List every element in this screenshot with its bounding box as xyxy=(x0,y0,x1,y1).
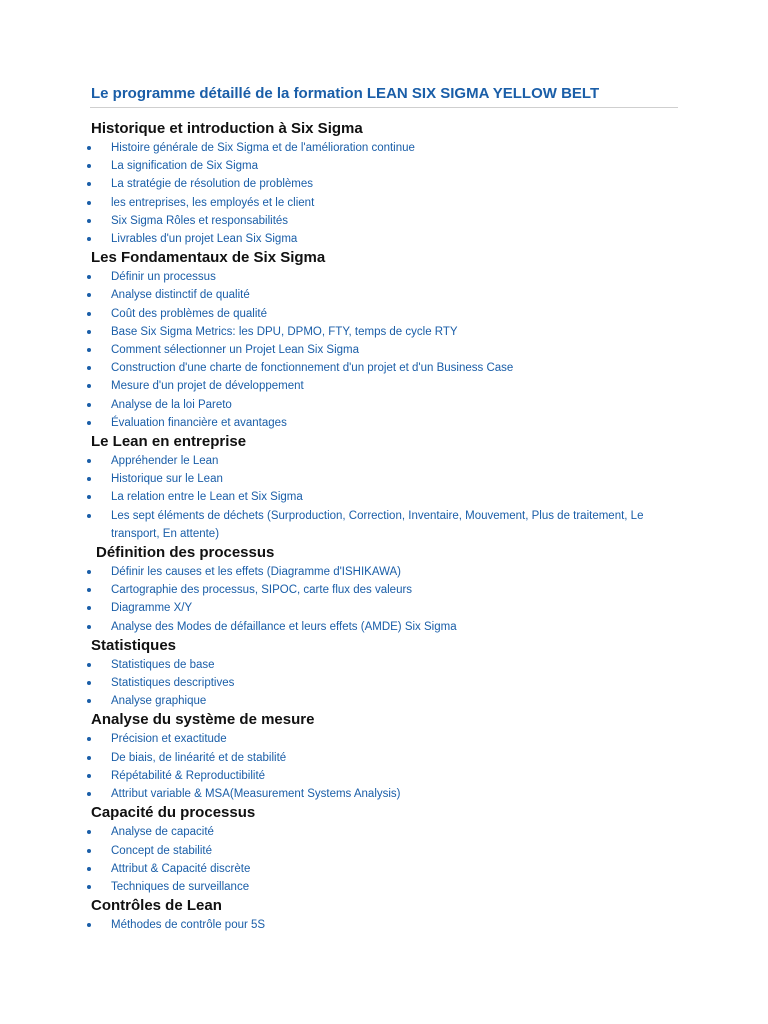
list-item xyxy=(0,860,768,878)
list-item-text: les entreprises, les employés et le client xyxy=(111,196,315,209)
bullet-dot-icon xyxy=(87,849,91,853)
bullet-dot-icon xyxy=(87,330,91,334)
list-item-text: Coût des problèmes de qualité xyxy=(111,307,267,320)
bullet-list xyxy=(0,916,768,934)
section-historique-et-introduction-a-six-sigma xyxy=(0,119,768,248)
bullet-list xyxy=(0,139,768,248)
list-item-text: Analyse graphique xyxy=(111,695,207,708)
list-item xyxy=(0,139,768,157)
program-content xyxy=(0,119,768,934)
bullet-dot-icon xyxy=(87,885,91,889)
list-item xyxy=(0,175,768,193)
section-heading: Analyse du système de mesure xyxy=(91,711,315,729)
list-item xyxy=(0,767,768,785)
list-item-text: Les sept éléments de déchets (Surproduction, Correction, Inventaire, Mouvement, Plus de traitement, Le transport, En attente) xyxy=(111,509,644,540)
section-statistiques xyxy=(0,636,768,711)
section-heading: Capacité du processus xyxy=(91,804,256,822)
bullet-dot-icon xyxy=(87,830,91,834)
list-item-text: Attribut & Capacité discrète xyxy=(111,862,251,875)
bullet-dot-icon xyxy=(87,514,91,518)
bullet-list xyxy=(0,452,768,543)
list-item xyxy=(0,916,768,934)
bullet-dot-icon xyxy=(87,923,91,927)
list-item xyxy=(0,730,768,748)
section-analyse-du-systeme-de-mesure xyxy=(0,710,768,803)
section-heading: Historique et introduction à Six Sigma xyxy=(91,120,363,137)
list-item xyxy=(0,341,768,359)
bullet-dot-icon xyxy=(87,663,91,667)
list-item-text: Répétabilité & Reproductibilité xyxy=(111,769,266,782)
bullet-dot-icon xyxy=(87,403,91,407)
list-item-text: La stratégie de résolution de problèmes xyxy=(111,178,314,191)
list-item-text: La signification de Six Sigma xyxy=(111,160,259,173)
bullet-list xyxy=(0,563,768,636)
list-item xyxy=(0,823,768,841)
bullet-dot-icon xyxy=(87,625,91,629)
list-item xyxy=(0,230,768,248)
list-item xyxy=(0,692,768,710)
list-item xyxy=(0,656,768,674)
list-item xyxy=(0,377,768,395)
list-item xyxy=(0,396,768,414)
section-controles-de-lean xyxy=(0,896,768,934)
list-item xyxy=(0,305,768,323)
list-item xyxy=(0,674,768,692)
list-item xyxy=(0,286,768,304)
list-item xyxy=(0,488,768,506)
list-item-text: Statistiques descriptives xyxy=(111,677,235,690)
list-item-text: Comment sélectionner un Projet Lean Six Sigma xyxy=(111,344,360,357)
list-item xyxy=(0,359,768,377)
list-item-text: La relation entre le Lean et Six Sigma xyxy=(111,491,303,504)
section-heading: Définition des processus xyxy=(96,544,275,562)
list-item-text: Méthodes de contrôle pour 5S xyxy=(111,919,266,932)
list-item xyxy=(0,842,768,860)
list-item xyxy=(0,268,768,286)
bullet-dot-icon xyxy=(87,681,91,685)
list-item xyxy=(0,618,768,636)
bullet-dot-icon xyxy=(87,570,91,574)
list-item xyxy=(0,878,768,896)
list-item-text: Livrables d'un projet Lean Six Sigma xyxy=(111,233,298,246)
list-item-text: Précision et exactitude xyxy=(111,733,227,746)
section-heading: Le Lean en entreprise xyxy=(91,433,247,451)
list-item xyxy=(0,452,768,470)
bullet-dot-icon xyxy=(87,477,91,481)
bullet-dot-icon xyxy=(87,348,91,352)
list-item xyxy=(0,157,768,175)
bullet-dot-icon xyxy=(87,219,91,223)
bullet-dot-icon xyxy=(87,201,91,205)
bullet-dot-icon xyxy=(87,237,91,241)
list-item xyxy=(0,194,768,212)
section-heading: Contrôles de Lean xyxy=(91,897,222,915)
list-item-text: Histoire générale de Six Sigma et de l'amélioration continue xyxy=(111,142,415,154)
section-le-lean-en-entreprise xyxy=(0,432,768,543)
list-item-text: De biais, de linéarité et de stabilité xyxy=(111,751,287,764)
bullet-list xyxy=(0,656,768,711)
list-item-text: Analyse de capacité xyxy=(111,826,214,839)
list-item-text: Diagramme X/Y xyxy=(111,602,193,615)
list-item-text: Définir un processus xyxy=(111,271,216,284)
list-item-text: Concept de stabilité xyxy=(111,844,213,857)
list-item-text: Évaluation financière et avantages xyxy=(111,416,287,429)
list-item xyxy=(0,749,768,767)
list-item-text: Six Sigma Rôles et responsabilités xyxy=(111,214,289,227)
bullet-dot-icon xyxy=(87,275,91,279)
bullet-list xyxy=(0,823,768,896)
bullet-dot-icon xyxy=(87,699,91,703)
list-item xyxy=(0,470,768,488)
section-heading: Les Fondamentaux de Six Sigma xyxy=(91,249,326,267)
list-item-text: Définir les causes et les effets (Diagramme d'ISHIKAWA) xyxy=(111,566,402,579)
list-item xyxy=(0,507,768,543)
bullet-dot-icon xyxy=(87,366,91,370)
list-item xyxy=(0,581,768,599)
title-divider xyxy=(90,107,678,108)
list-item-text: Cartographie des processus, SIPOC, carte flux des valeurs xyxy=(111,584,413,597)
section-definition-des-processus xyxy=(0,543,768,636)
bullet-dot-icon xyxy=(87,146,91,150)
list-item-text: Construction d'une charte de fonctionnement d'un projet et d'un Business Case xyxy=(111,362,514,375)
list-item xyxy=(0,599,768,617)
bullet-dot-icon xyxy=(87,384,91,388)
list-item xyxy=(0,414,768,432)
bullet-dot-icon xyxy=(87,421,91,425)
bullet-dot-icon xyxy=(87,792,91,796)
bullet-dot-icon xyxy=(87,293,91,297)
bullet-dot-icon xyxy=(87,867,91,871)
bullet-dot-icon xyxy=(87,459,91,463)
list-item-text: Analyse des Modes de défaillance et leurs effets (AMDE) Six Sigma xyxy=(111,620,457,633)
list-item-text: Mesure d'un projet de développement xyxy=(111,380,304,393)
list-item xyxy=(0,563,768,581)
bullet-dot-icon xyxy=(87,774,91,778)
list-item-text: Base Six Sigma Metrics: les DPU, DPMO, FTY, temps de cycle RTY xyxy=(111,325,458,338)
bullet-dot-icon xyxy=(87,588,91,592)
list-item-text: Historique sur le Lean xyxy=(111,473,223,486)
list-item-text: Analyse distinctif de qualité xyxy=(111,289,250,302)
list-item xyxy=(0,785,768,803)
bullet-dot-icon xyxy=(87,606,91,610)
list-item-text: Statistiques de base xyxy=(111,658,215,671)
list-item-text: Analyse de la loi Pareto xyxy=(111,398,232,411)
bullet-dot-icon xyxy=(87,495,91,499)
list-item xyxy=(0,212,768,230)
bullet-dot-icon xyxy=(87,737,91,741)
list-item-text: Attribut variable & MSA(Measurement Systems Analysis) xyxy=(111,788,401,801)
bullet-list xyxy=(0,730,768,803)
list-item-text: Techniques de surveillance xyxy=(111,880,250,893)
bullet-dot-icon xyxy=(87,756,91,760)
section-les-fondamentaux-de-six-sigma xyxy=(0,248,768,432)
section-heading: Statistiques xyxy=(91,636,177,654)
bullet-list xyxy=(0,268,768,432)
bullet-dot-icon xyxy=(87,182,91,186)
bullet-dot-icon xyxy=(87,312,91,316)
page-title: Le programme détaillé de la formation LEAN SIX SIGMA YELLOW BELT xyxy=(91,85,600,102)
bullet-dot-icon xyxy=(87,164,91,168)
section-capacite-du-processus xyxy=(0,803,768,896)
list-item xyxy=(0,323,768,341)
list-item-text: Appréhender le Lean xyxy=(111,455,219,468)
